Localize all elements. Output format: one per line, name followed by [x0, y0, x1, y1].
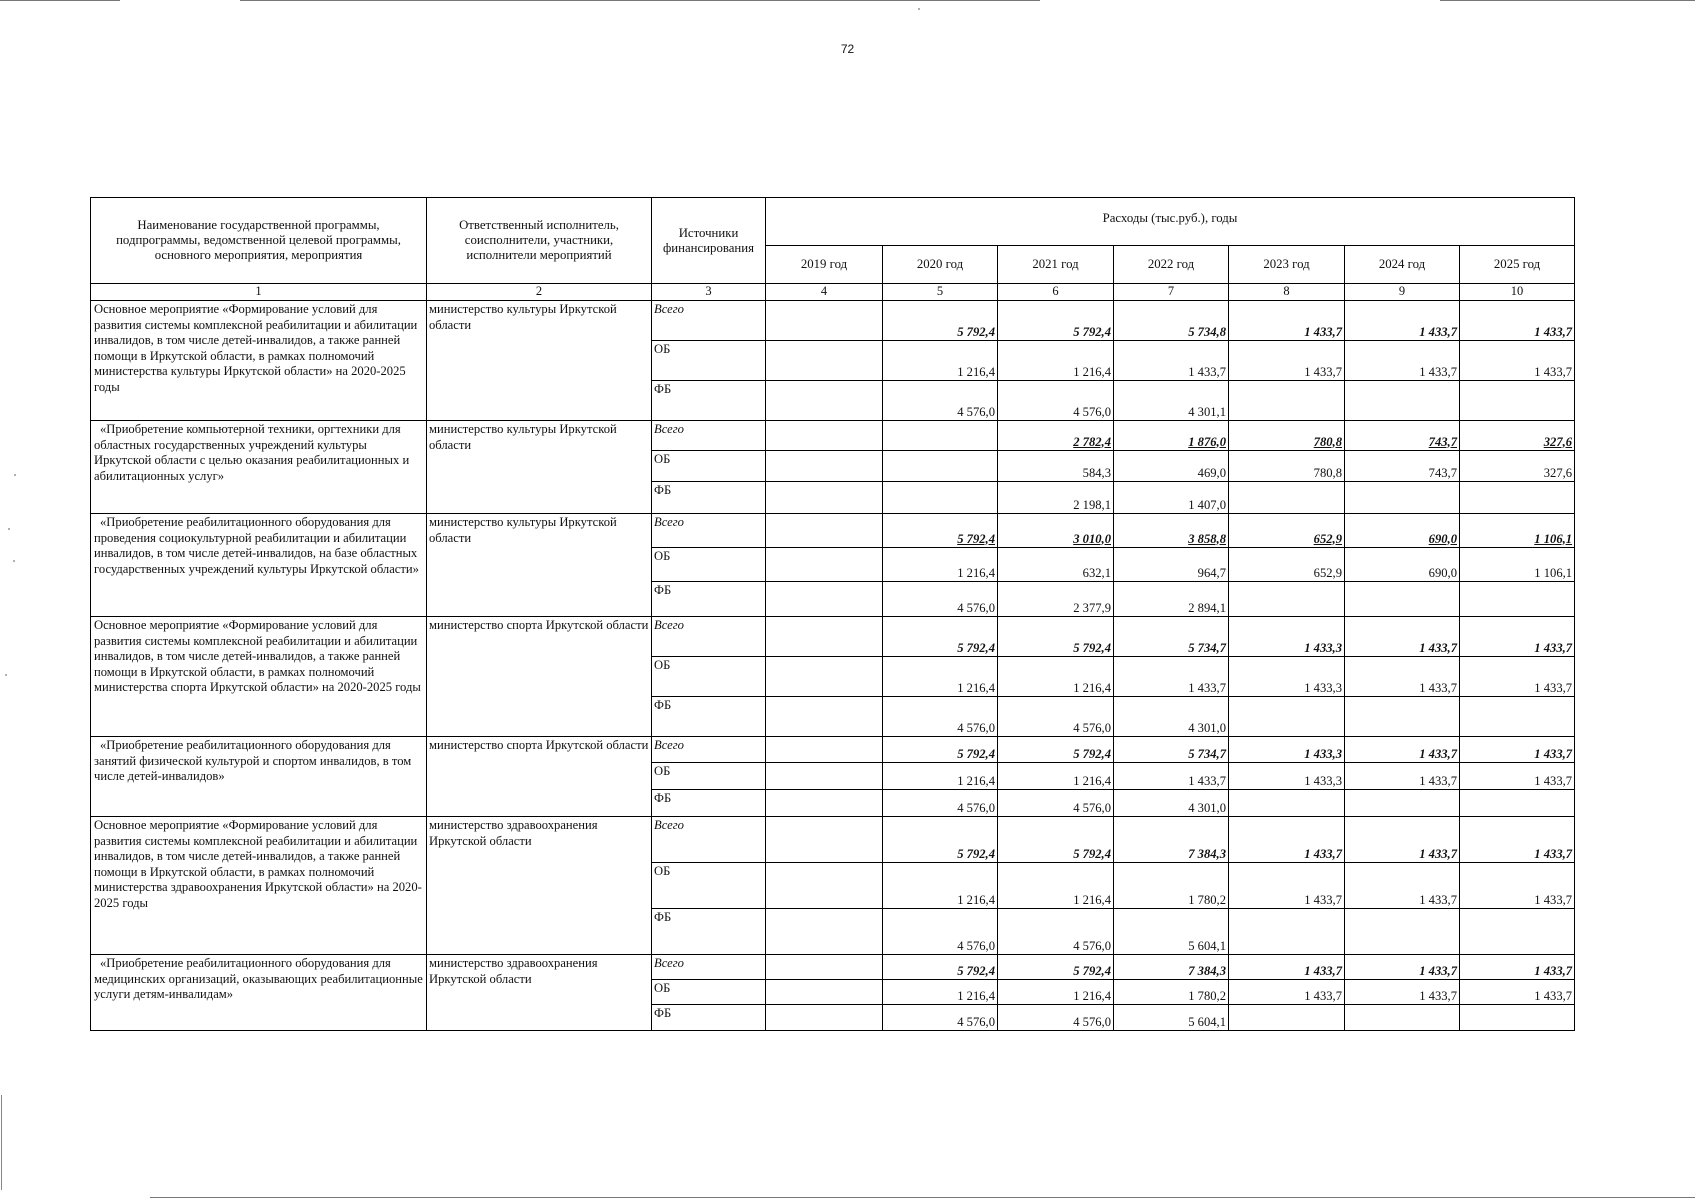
- value-cell: 690,0: [1345, 514, 1460, 548]
- scan-edge-top-mid: [240, 0, 1040, 1]
- value-cell: 7 384,3: [1114, 817, 1229, 863]
- value-cell: 7 384,3: [1114, 955, 1229, 980]
- value-cell: 1 433,7: [1229, 955, 1345, 980]
- value-cell: 5 792,4: [883, 817, 998, 863]
- value-cell: [1460, 381, 1575, 421]
- value-cell: 1 216,4: [998, 657, 1114, 697]
- value-cell: [1345, 1005, 1460, 1031]
- source-cell: ФБ: [652, 582, 766, 617]
- source-cell: Всего: [652, 421, 766, 451]
- value-cell: 1 433,7: [1345, 863, 1460, 909]
- value-cell: 1 433,3: [1229, 617, 1345, 657]
- value-cell: 652,9: [1229, 548, 1345, 582]
- table-row: [91, 514, 1575, 548]
- scan-edge-top-left: [0, 0, 120, 1]
- value-cell: [1345, 697, 1460, 737]
- value-cell: 4 576,0: [998, 381, 1114, 421]
- value-cell: 1 433,7: [1460, 863, 1575, 909]
- value-cell: 5 792,4: [883, 301, 998, 341]
- scan-edge-left: [1, 1095, 2, 1190]
- value-cell: 1 407,0: [1114, 482, 1229, 514]
- value-cell: 469,0: [1114, 451, 1229, 482]
- value-cell: [1229, 482, 1345, 514]
- value-cell: 1 433,7: [1345, 737, 1460, 763]
- value-cell: 1 433,7: [1229, 980, 1345, 1005]
- scan-speck: [8, 528, 10, 530]
- column-number: 4: [766, 284, 883, 301]
- responsible-cell: министерство культуры Иркутской области: [427, 421, 652, 514]
- value-cell: [766, 737, 883, 763]
- value-cell: 2 782,4: [998, 421, 1114, 451]
- value-cell: 3 858,8: [1114, 514, 1229, 548]
- value-cell: [766, 514, 883, 548]
- event-name-cell: «Приобретение компьютерной техники, оргтехники для областных государственных учреждений культуры Иркутской области с целью оказания реабилитационных и абилитационных услуг»: [91, 421, 427, 514]
- column-number: 10: [1460, 284, 1575, 301]
- value-cell: 1 216,4: [883, 341, 998, 381]
- value-cell: 1 433,7: [1460, 763, 1575, 790]
- value-cell: 1 433,7: [1345, 617, 1460, 657]
- source-cell: ФБ: [652, 697, 766, 737]
- value-cell: [766, 582, 883, 617]
- value-cell: 5 734,8: [1114, 301, 1229, 341]
- column-number: 6: [998, 284, 1114, 301]
- scan-edge-top-right: [1440, 0, 1695, 1]
- responsible-cell: министерство здравоохранения Иркутской области: [427, 817, 652, 955]
- value-cell: [1460, 790, 1575, 817]
- value-cell: 1 433,7: [1460, 980, 1575, 1005]
- value-cell: 4 576,0: [883, 790, 998, 817]
- header-year: 2023 год: [1229, 246, 1345, 284]
- value-cell: 1 433,7: [1345, 763, 1460, 790]
- value-cell: 5 604,1: [1114, 909, 1229, 955]
- value-cell: 327,6: [1460, 421, 1575, 451]
- value-cell: [766, 763, 883, 790]
- value-cell: 1 433,3: [1229, 763, 1345, 790]
- value-cell: 1 433,7: [1460, 617, 1575, 657]
- source-cell: ОБ: [652, 548, 766, 582]
- value-cell: 4 576,0: [883, 1005, 998, 1031]
- scan-speck: [918, 8, 920, 10]
- value-cell: [766, 1005, 883, 1031]
- value-cell: 1 780,2: [1114, 863, 1229, 909]
- value-cell: 1 433,7: [1345, 817, 1460, 863]
- value-cell: 1 433,7: [1345, 301, 1460, 341]
- source-cell: ФБ: [652, 381, 766, 421]
- source-cell: ОБ: [652, 341, 766, 381]
- responsible-cell: министерство культуры Иркутской области: [427, 301, 652, 421]
- value-cell: 1 433,7: [1229, 341, 1345, 381]
- value-cell: 1 433,7: [1229, 301, 1345, 341]
- value-cell: 5 792,4: [998, 817, 1114, 863]
- source-cell: ФБ: [652, 909, 766, 955]
- value-cell: 1 433,7: [1229, 817, 1345, 863]
- header-year: 2025 год: [1460, 246, 1575, 284]
- table-row: [91, 301, 1575, 341]
- column-numbers-row: [91, 284, 1575, 301]
- value-cell: 1 433,7: [1345, 341, 1460, 381]
- column-number: 5: [883, 284, 998, 301]
- value-cell: [883, 451, 998, 482]
- budget-table: [90, 197, 1575, 1031]
- event-name-cell: Основное мероприятие «Формирование условий для развития системы комплексной реабилитации и абилитации инвалидов, в том числе детей-инвалидов, а также ранней помощи в Иркутской области, в рамках полномочий министерства здравоохранения Иркутской области» на 2020-2025 годы: [91, 817, 427, 955]
- value-cell: 4 576,0: [998, 909, 1114, 955]
- value-cell: 4 576,0: [998, 697, 1114, 737]
- header-name: Наименование государственной программы, подпрограммы, ведомственной целевой программы, основного мероприятия, мероприятия: [91, 198, 427, 284]
- value-cell: 1 433,3: [1229, 737, 1345, 763]
- event-name-cell: «Приобретение реабилитационного оборудования для занятий физической культурой и спортом инвалидов, в том числе детей-инвалидов»: [91, 737, 427, 817]
- column-number: 7: [1114, 284, 1229, 301]
- value-cell: [766, 790, 883, 817]
- value-cell: 2 198,1: [998, 482, 1114, 514]
- value-cell: 5 604,1: [1114, 1005, 1229, 1031]
- value-cell: 1 216,4: [998, 763, 1114, 790]
- value-cell: [883, 482, 998, 514]
- column-number: 2: [427, 284, 652, 301]
- value-cell: 4 576,0: [883, 381, 998, 421]
- value-cell: [766, 548, 883, 582]
- value-cell: 1 106,1: [1460, 548, 1575, 582]
- value-cell: 5 792,4: [998, 955, 1114, 980]
- scan-edge-bottom: [150, 1197, 1695, 1198]
- value-cell: 743,7: [1345, 451, 1460, 482]
- value-cell: 1 433,7: [1460, 301, 1575, 341]
- source-cell: ОБ: [652, 863, 766, 909]
- value-cell: [766, 301, 883, 341]
- value-cell: 2 377,9: [998, 582, 1114, 617]
- value-cell: [1460, 697, 1575, 737]
- value-cell: [1229, 582, 1345, 617]
- value-cell: 690,0: [1345, 548, 1460, 582]
- event-name-cell: Основное мероприятие «Формирование условий для развития системы комплексной реабилитации и абилитации инвалидов, в том числе детей-инвалидов, а также ранней помощи в Иркутской области, в рамках полномочий министерства спорта Иркутской области» на 2020-2025 годы: [91, 617, 427, 737]
- value-cell: 4 576,0: [883, 909, 998, 955]
- value-cell: 1 216,4: [883, 548, 998, 582]
- table-row: [91, 817, 1575, 863]
- table-row: [91, 955, 1575, 980]
- value-cell: [1345, 582, 1460, 617]
- value-cell: 1 433,7: [1460, 737, 1575, 763]
- source-cell: ФБ: [652, 482, 766, 514]
- value-cell: 327,6: [1460, 451, 1575, 482]
- value-cell: 5 792,4: [883, 955, 998, 980]
- value-cell: 5 734,7: [1114, 617, 1229, 657]
- value-cell: 1 216,4: [998, 863, 1114, 909]
- value-cell: 1 433,7: [1345, 980, 1460, 1005]
- value-cell: 743,7: [1345, 421, 1460, 451]
- value-cell: 5 792,4: [998, 301, 1114, 341]
- value-cell: 1 780,2: [1114, 980, 1229, 1005]
- value-cell: 1 433,3: [1229, 657, 1345, 697]
- event-name-cell: «Приобретение реабилитационного оборудования для проведения социокультурной реабилитации и абилитации инвалидов, в том числе детей-инвалидов, на базе областных государственных учреждений культуры Иркутской области»: [91, 514, 427, 617]
- header-sources: Источники финансирования: [652, 198, 766, 284]
- value-cell: 1 216,4: [883, 657, 998, 697]
- value-cell: 1 433,7: [1114, 763, 1229, 790]
- value-cell: [766, 980, 883, 1005]
- responsible-cell: министерство спорта Иркутской области: [427, 737, 652, 817]
- header-year: 2019 год: [766, 246, 883, 284]
- value-cell: 964,7: [1114, 548, 1229, 582]
- value-cell: [1229, 697, 1345, 737]
- header-year: 2021 год: [998, 246, 1114, 284]
- column-number: 9: [1345, 284, 1460, 301]
- value-cell: [1229, 1005, 1345, 1031]
- value-cell: 1 876,0: [1114, 421, 1229, 451]
- source-cell: Всего: [652, 955, 766, 980]
- source-cell: ОБ: [652, 657, 766, 697]
- value-cell: 1 433,7: [1460, 955, 1575, 980]
- header-year: 2022 год: [1114, 246, 1229, 284]
- source-cell: ОБ: [652, 763, 766, 790]
- value-cell: [1345, 482, 1460, 514]
- value-cell: 4 576,0: [883, 697, 998, 737]
- source-cell: ОБ: [652, 451, 766, 482]
- source-cell: Всего: [652, 737, 766, 763]
- value-cell: 1 433,7: [1345, 657, 1460, 697]
- scan-speck: [5, 674, 7, 676]
- value-cell: [1460, 482, 1575, 514]
- value-cell: 5 792,4: [883, 737, 998, 763]
- value-cell: 4 576,0: [998, 1005, 1114, 1031]
- value-cell: 1 433,7: [1114, 657, 1229, 697]
- value-cell: 1 433,7: [1460, 817, 1575, 863]
- value-cell: [766, 657, 883, 697]
- value-cell: 1 216,4: [883, 863, 998, 909]
- table-row: [91, 421, 1575, 451]
- value-cell: 1 433,7: [1229, 863, 1345, 909]
- value-cell: 1 433,7: [1114, 341, 1229, 381]
- value-cell: [1460, 1005, 1575, 1031]
- source-cell: ОБ: [652, 980, 766, 1005]
- value-cell: 1 216,4: [998, 980, 1114, 1005]
- value-cell: 584,3: [998, 451, 1114, 482]
- source-cell: ФБ: [652, 1005, 766, 1031]
- value-cell: [766, 617, 883, 657]
- value-cell: [766, 341, 883, 381]
- value-cell: 5 792,4: [998, 617, 1114, 657]
- value-cell: [1345, 909, 1460, 955]
- value-cell: [1345, 381, 1460, 421]
- value-cell: 5 734,7: [1114, 737, 1229, 763]
- value-cell: 4 301,0: [1114, 697, 1229, 737]
- value-cell: 632,1: [998, 548, 1114, 582]
- source-cell: Всего: [652, 514, 766, 548]
- header-expenses: Расходы (тыс.руб.), годы: [766, 198, 1575, 246]
- value-cell: [1229, 909, 1345, 955]
- scan-speck: [13, 560, 15, 562]
- value-cell: 1 106,1: [1460, 514, 1575, 548]
- source-cell: Всего: [652, 817, 766, 863]
- value-cell: [766, 863, 883, 909]
- header-year: 2020 год: [883, 246, 998, 284]
- page-number: 72: [840, 42, 855, 56]
- value-cell: [766, 909, 883, 955]
- value-cell: [1460, 909, 1575, 955]
- source-cell: Всего: [652, 617, 766, 657]
- value-cell: [766, 381, 883, 421]
- value-cell: [1460, 582, 1575, 617]
- value-cell: [766, 955, 883, 980]
- value-cell: 5 792,4: [883, 514, 998, 548]
- responsible-cell: министерство здравоохранения Иркутской области: [427, 955, 652, 1031]
- value-cell: 5 792,4: [883, 617, 998, 657]
- value-cell: 780,8: [1229, 451, 1345, 482]
- header-year: 2024 год: [1345, 246, 1460, 284]
- table-row: [91, 617, 1575, 657]
- value-cell: 780,8: [1229, 421, 1345, 451]
- value-cell: 4 576,0: [998, 790, 1114, 817]
- value-cell: 1 433,7: [1460, 341, 1575, 381]
- event-name-cell: Основное мероприятие «Формирование условий для развития системы комплексной реабилитации и абилитации инвалидов, в том числе детей-инвалидов, а также ранней помощи в Иркутской области, в рамках полномочий министерства культуры Иркутской области» на 2020-2025 годы: [91, 301, 427, 421]
- value-cell: 2 894,1: [1114, 582, 1229, 617]
- value-cell: 1 433,7: [1460, 657, 1575, 697]
- value-cell: 1 216,4: [883, 980, 998, 1005]
- column-number: 3: [652, 284, 766, 301]
- table-row: [91, 737, 1575, 763]
- value-cell: [766, 697, 883, 737]
- value-cell: 3 010,0: [998, 514, 1114, 548]
- value-cell: 4 301,1: [1114, 381, 1229, 421]
- column-number: 8: [1229, 284, 1345, 301]
- value-cell: [766, 421, 883, 451]
- value-cell: [766, 817, 883, 863]
- value-cell: [1229, 381, 1345, 421]
- value-cell: 1 216,4: [998, 341, 1114, 381]
- value-cell: 4 301,0: [1114, 790, 1229, 817]
- column-number: 1: [91, 284, 427, 301]
- value-cell: 652,9: [1229, 514, 1345, 548]
- value-cell: [883, 421, 998, 451]
- responsible-cell: министерство спорта Иркутской области: [427, 617, 652, 737]
- value-cell: [1345, 790, 1460, 817]
- value-cell: 1 433,7: [1345, 955, 1460, 980]
- value-cell: [1229, 790, 1345, 817]
- value-cell: [766, 451, 883, 482]
- value-cell: 5 792,4: [998, 737, 1114, 763]
- value-cell: 1 216,4: [883, 763, 998, 790]
- source-cell: ФБ: [652, 790, 766, 817]
- scan-speck: [14, 474, 16, 476]
- responsible-cell: министерство культуры Иркутской области: [427, 514, 652, 617]
- value-cell: [766, 482, 883, 514]
- source-cell: Всего: [652, 301, 766, 341]
- event-name-cell: «Приобретение реабилитационного оборудования для медицинских организаций, оказывающих реабилитационные услуги детям-инвалидам»: [91, 955, 427, 1031]
- value-cell: 4 576,0: [883, 582, 998, 617]
- header-responsible: Ответственный исполнитель, соисполнители, участники, исполнители мероприятий: [427, 198, 652, 284]
